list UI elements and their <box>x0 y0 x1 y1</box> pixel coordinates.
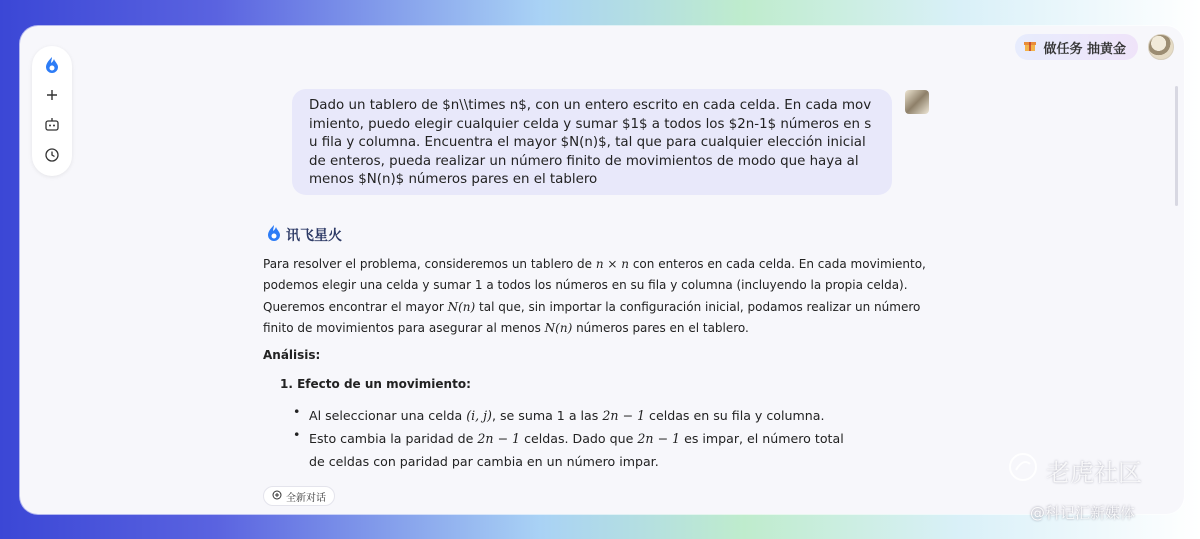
app-window <box>20 26 1184 514</box>
intro-line: Queremos encontrar el mayor N(n) tal que, sin importar la configuración inicial, podamos realizar un número <box>263 299 921 314</box>
task-reward-button[interactable] <box>1015 34 1138 60</box>
list-title-text: Efecto de un movimiento: <box>297 377 471 392</box>
bullet-dot-icon: • <box>293 427 301 443</box>
history-clock-icon[interactable] <box>40 146 64 164</box>
list-number: 1. <box>280 377 293 392</box>
bullet-dot-icon: • <box>293 404 301 420</box>
assistant-answer <box>263 254 943 473</box>
watermark-icon <box>1008 452 1038 488</box>
bullet-item: • Esto cambia la paridad de 2n − 1 celdas. Dado que 2n − 1 es impar, el número total de celdas con paridad par cambia en un número impar. <box>293 427 943 473</box>
top-right-bar <box>1015 34 1174 60</box>
user-message-line: de enteros, pueda realizar un número finito de movimientos de modo que haya al <box>309 153 859 169</box>
robot-icon[interactable] <box>40 116 64 134</box>
intro-line: finito de movimientos para asegurar al menos N(n) números pares en el tablero. <box>263 320 749 335</box>
user-message-line: Dado un tablero de $n\\times n$, con un entero escrito en cada celda. En cada mov <box>309 98 872 113</box>
new-chat-label: 全新对话 <box>286 492 326 504</box>
scrollbar[interactable] <box>1175 86 1178 206</box>
analysis-heading: Análisis: <box>263 348 321 363</box>
sidebar-rail <box>32 46 72 176</box>
bullet-list <box>293 404 943 473</box>
user-message-line: menos $N(n)$ números pares en el tablero <box>309 172 598 188</box>
intro-line: podemos elegir una celda y sumar 1 a todos los números en su fila y columna (incluyendo la propia celda). <box>263 278 908 293</box>
user-message-bubble <box>292 89 892 195</box>
new-chat-icon <box>272 490 282 503</box>
bullet-item: • Al seleccionar una celda (i, j), se suma 1 a las 2n − 1 celdas en su fila y columna. <box>293 404 943 427</box>
list-item-title <box>280 375 943 393</box>
gift-icon <box>1023 38 1037 56</box>
intro-line: Para resolver el problema, consideremos un tablero de n × n con enteros en cada celda. En cada movimiento, <box>263 257 926 271</box>
user-message-line: u fila y columna. Encuentra el mayor $N(n)$, tal que para cualquier elección inicial <box>309 135 866 151</box>
new-chat-button[interactable] <box>263 486 335 506</box>
task-button-label: 做任务 抽黄金 <box>1043 41 1126 57</box>
watermark-credit: @科记汇新媒体 <box>1030 504 1136 522</box>
spark-logo-icon <box>266 224 282 246</box>
watermark-logo <box>1008 452 1142 488</box>
plus-icon[interactable] <box>40 86 64 104</box>
assistant-brand <box>266 224 342 246</box>
answer-intro <box>263 254 943 339</box>
logo-flame-icon[interactable] <box>40 56 64 74</box>
watermark-text: 老虎社区 <box>1046 458 1142 487</box>
user-avatar-top[interactable] <box>1148 34 1174 60</box>
user-message-avatar <box>905 90 929 114</box>
user-message-line: imiento, puedo elegir cualquier celda y sumar $1$ a todos los $2n-1$ números en s <box>309 116 872 132</box>
brand-name: 讯飞星火 <box>286 228 342 244</box>
